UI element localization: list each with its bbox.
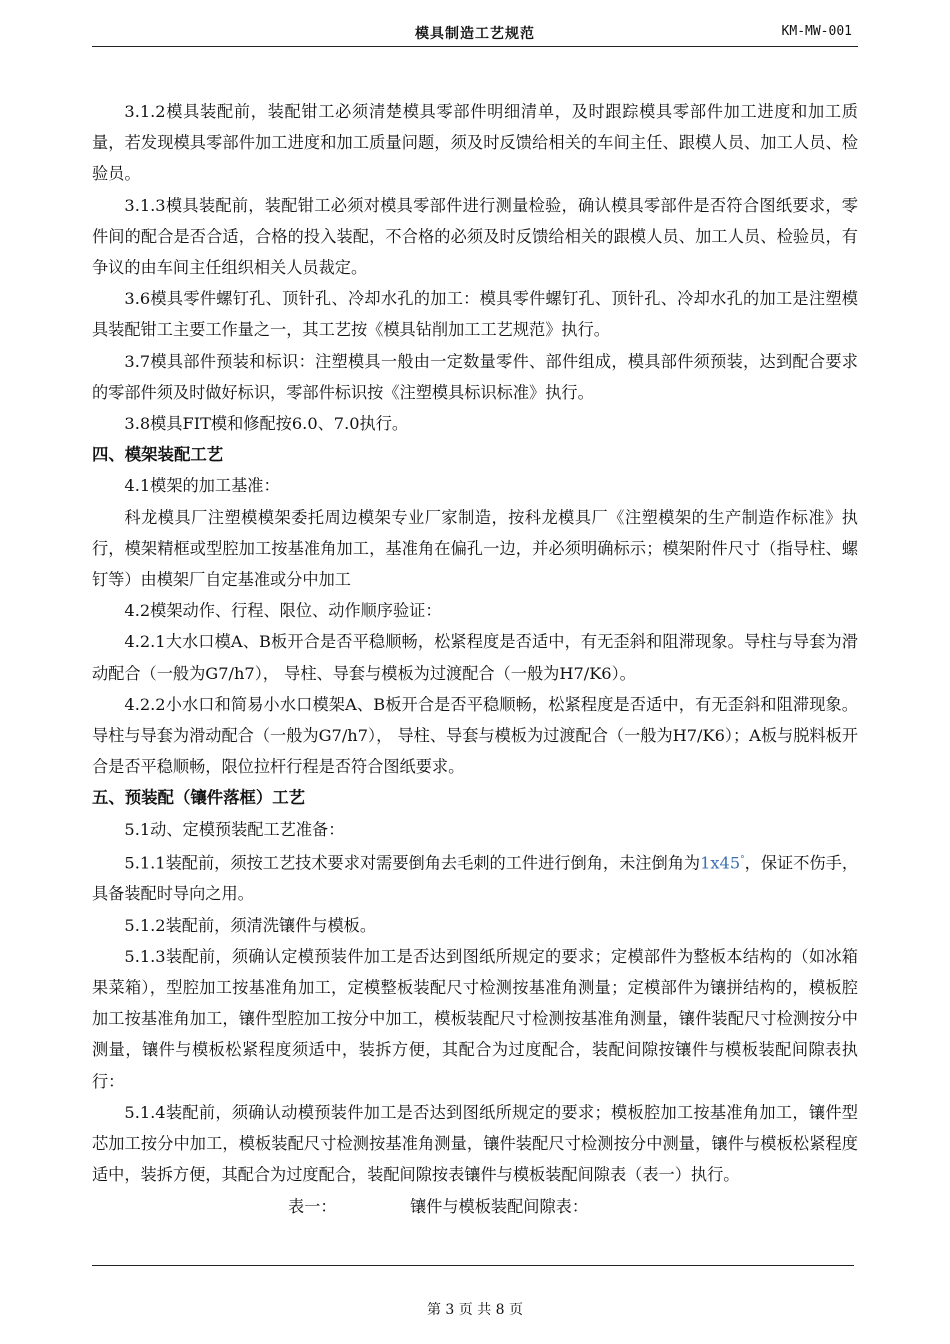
document-title: 模具制造工艺规范 [415, 26, 535, 42]
table-title: 镶件与模板装配间隙表： [410, 1196, 589, 1216]
paragraph: 3.7模具部件预装和标识：注塑模具一般由一定数量零件、部件组成，模具部件须预装，达到配合要求的零部件须及时做好标识，零部件标识按《注塑模具标识标准》执行。 [92, 351, 858, 402]
degree-symbol: ° [740, 854, 745, 865]
paragraph: 3.8模具FIT模和修配按6.0、7.0执行。 [124, 414, 409, 434]
table-label: 表一： [288, 1196, 337, 1216]
paragraph-text: ，保证不伤手，具备装配时导向之用。 [92, 853, 859, 904]
document-code: KM-MW-001 [781, 24, 852, 39]
paragraph: 4.1模架的加工基准： [124, 476, 280, 496]
paragraph: 4.2.2小水口和简易小水口模架A、B板开合是否平稳顺畅，松紧程度是否适中，有无歪斜和阻滞现象。导柱与导套为滑动配合（一般为G7/h7）， 导柱、导套与模板为过渡配合（一般为H7/K6）；A板与脱料板开合是否平稳顺畅，限位拉杆行程是否符合图纸要求。 [92, 694, 858, 777]
page-header [92, 20, 858, 47]
paragraph [92, 845, 858, 910]
paragraph: 3.1.3模具装配前，装配钳工必须对模具零部件进行测量检验，确认模具零部件是否符合图纸要求，零件间的配合是否合适，合格的投入装配，不合格的必须及时反馈给相关的跟模人员、加工人员、检验员，有争议的由车间主任组织相关人员裁定。 [92, 195, 858, 278]
paragraph: 3.1.2模具装配前，装配钳工必须清楚模具零部件明细清单，及时跟踪模具零部件加工进度和加工质量，若发现模具零部件加工进度和加工质量问题，须及时反馈给相关的车间主任、跟模人员、加工人员、检验员。 [92, 102, 858, 184]
paragraph: 5.1.3装配前，须确认定模预装件加工是否达到图纸所规定的要求；定模部件为整板本结构的（如冰箱果菜箱），型腔加工按基准角加工，定模整板装配尺寸检测按基准角测量；定模部件为镶拼结构的，模板腔加工按基准角加工，镶件型腔加工按分中加工，模板装配尺寸检测按基准角测量，镶件装配尺寸检测按分中测量，镶件与模板松紧程度须适中，装拆方便，其配合为过度配合，装配间隙按镶件与模板装配间隙表执行： [92, 946, 858, 1091]
paragraph: 科龙模具厂注塑模模架委托周边模架专业厂家制造，按科龙模具厂《注塑模架的生产制造作标准》执行，模架精框或型腔加工按基准角加工，基准角在偏孔一边，并必须明确标示；模架附件尺寸（指导柱、螺钉等）由模架厂自定基准或分中加工 [92, 507, 858, 590]
footer-divider [92, 1265, 854, 1266]
paragraph: 5.1.2装配前，须清洗镶件与模板。 [124, 915, 377, 935]
table-caption [92, 1191, 858, 1222]
page-number: 第 3 页 共 8 页 [426, 1302, 524, 1318]
chamfer-value: 1x45 [700, 853, 741, 873]
document-body [92, 96, 858, 1222]
paragraph: 4.2模架动作、行程、限位、动作顺序验证： [124, 601, 442, 621]
section-heading: 五、预装配（镶件落框）工艺 [92, 788, 306, 808]
paragraph: 5.1动、定模预装配工艺准备： [124, 819, 345, 839]
paragraph: 3.6模具零件螺钉孔、顶针孔、冷却水孔的加工：模具零件螺钉孔、顶针孔、冷却水孔的加工是注塑模具装配钳工主要工作量之一，其工艺按《模具钻削加工工艺规范》执行。 [92, 289, 858, 340]
section-heading: 四、模架装配工艺 [92, 445, 224, 465]
paragraph: 4.2.1大水口模A、B板开合是否平稳顺畅，松紧程度是否适中，有无歪斜和阻滞现象。导柱与导套为滑动配合（一般为G7/h7）， 导柱、导套与模板为过渡配合（一般为H7/K6）。 [92, 632, 858, 683]
paragraph-text: 5.1.1装配前，须按工艺技术要求对需要倒角去毛刺的工件进行倒角，未注倒角为 [124, 853, 701, 873]
paragraph: 5.1.4装配前，须确认动模预装件加工是否达到图纸所规定的要求；模板腔加工按基准角加工，镶件型芯加工按分中加工，模板装配尺寸检测按基准角测量，镶件装配尺寸检测按分中测量，镶件与模板松紧程度适中，装拆方便，其配合为过度配合，装配间隙按表镶件与模板装配间隙表（表一）执行。 [92, 1102, 858, 1185]
